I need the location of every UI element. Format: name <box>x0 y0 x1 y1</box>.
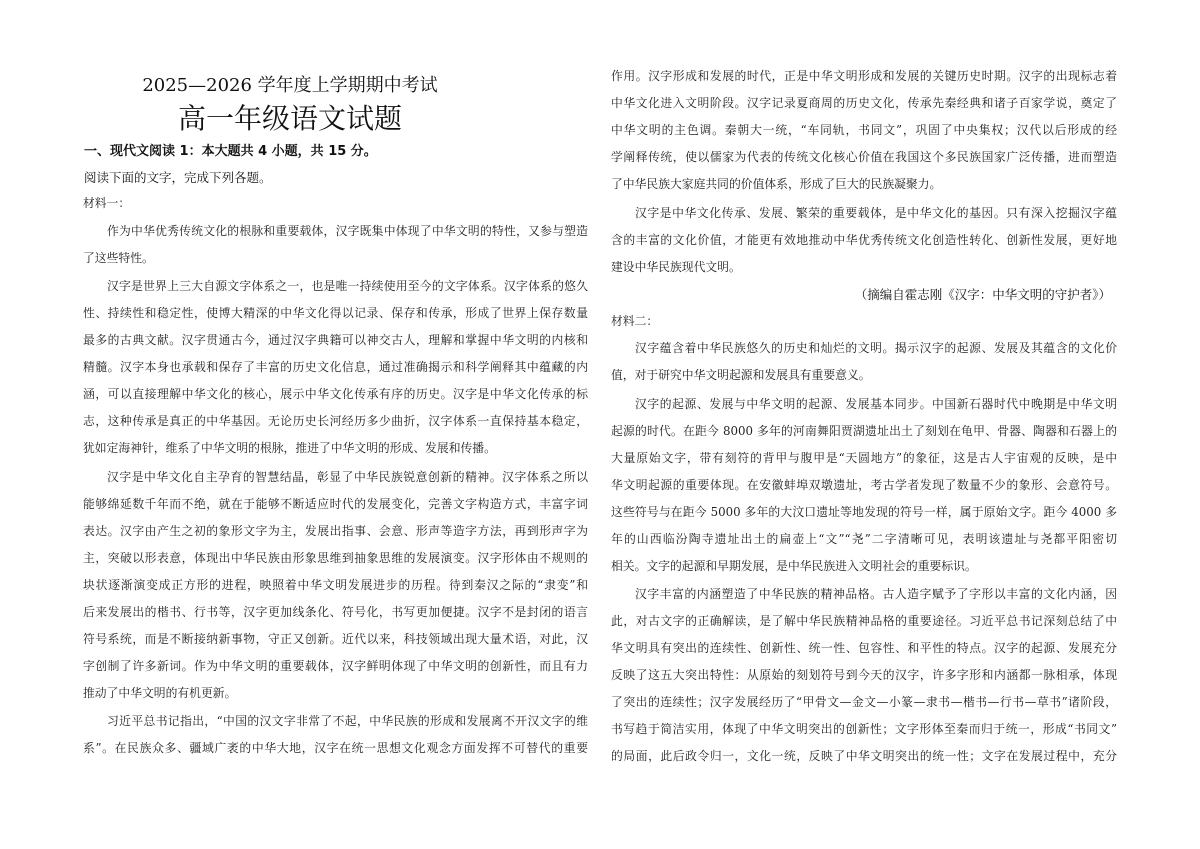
paragraph-line: 最多的古典文献。汉字贯通古今，通过汉字典籍可以神交古人，理解和掌握中华文明的内核和 <box>83 333 588 347</box>
paragraph-line: 华文明具有突出的连续性、创新性、统一性、包容性、和平性的特点。汉字的起源、发展充分 <box>611 641 1117 655</box>
paragraph-line: 中华文明的主色调。秦朝大一统，“车同轨，书同文”，巩固了中央集权；汉代以后形成的经 <box>611 123 1117 137</box>
paragraph-line: 年的山西临汾陶寺遗址出土的扁壶上“文”“尧”二字清晰可见，表明该遗址与尧都平阳密切 <box>611 531 1117 546</box>
right-text-column <box>611 63 1117 770</box>
paragraph-line: 含的丰富的文化价值，才能更有效地推动中华优秀传统文化创造性转化、创新性发展，更好地 <box>611 232 1117 247</box>
paragraph-line: 表达。汉字由产生之初的象形文字为主，发展出指事、会意、形声等造字方法，再到形声字为 <box>83 523 588 538</box>
paragraph-line: 块状逐渐演变成正方形的进程，映照着中华文明发展进步的历程。待到秦汉之际的“隶变”和 <box>83 577 588 592</box>
left-text-column <box>83 190 588 762</box>
paragraph-line: 后来发展出的楷书、行书等，汉字更加线条化、符号化，书写更加便捷。汉字不是封闭的语言 <box>83 604 588 619</box>
material-label: 材料一： <box>83 196 131 210</box>
source-citation: （摘编自霍志刚《汉字：中华文明的守护者》） <box>854 286 1111 302</box>
paragraph-line: 主，突破以形表意，体现出中华民族由形象思维到抽象思维的发展演变。汉字形体由不规则的 <box>83 550 588 565</box>
paragraph-line: 推动了中华文明的有机更新。 <box>83 685 237 700</box>
paragraph-line: 中华文化进入文明阶段。汉字记录夏商周的历史文化，传承先秦经典和诸子百家学说，奠定了 <box>611 96 1117 110</box>
paragraph <box>611 581 1117 770</box>
paragraph-line: 能够绵延数千年而不绝，就在于能够不断适应时代的发展变化，完善文字构造方式，丰富字词 <box>83 496 588 511</box>
paragraph-line: 汉字蕴含着中华民族悠久的历史和灿烂的文明。揭示汉字的起源、发展及其蕴含的文化价 <box>635 341 1117 355</box>
paragraph-line: 涵，可以直接理解中华文化的核心，展示中华文化传承有序的历史。汉字是中华文化传承的标 <box>83 387 588 401</box>
paragraph <box>83 708 588 762</box>
paragraph-line: 习近平总书记指出，“中国的汉文字非常了不起，中华民族的形成和发展离不开汉文字的维 <box>107 714 588 728</box>
paragraph-line: 犹如定海神针，维系了中华文明的根脉，推进了中华文明的形成、发展和传播。 <box>83 441 496 455</box>
paragraph <box>83 218 588 272</box>
paragraph-line: 起源的时代。在距今 8000 多年的河南舞阳贾湖遗址出土了刻划在龟甲、骨器、陶器和石器上的 <box>611 423 1117 438</box>
section-instruction: 阅读下面的文字，完成下列各题。 <box>84 170 272 185</box>
paragraph-line: 大量原始文字，带有刻符的背甲与腹甲是“天圆地方”的象征，这是古人宇宙观的反映，是中 <box>611 450 1117 465</box>
paragraph-line: 汉字的起源、发展与中华文明的起源、发展基本同步。中国新石器时代中晚期是中华文明 <box>635 396 1117 411</box>
paragraph-line: 字创制了许多新词。作为中华文明的重要载体，汉字鲜明体现了中华文明的创新性，而且有力 <box>83 658 588 673</box>
exam-term-title: 2025—2026 学年度上学期期中考试 <box>142 75 438 96</box>
paragraph <box>83 464 588 707</box>
paragraph-line: 性、持续性和稳定性，使博大精深的中华文化得以记录、保存和传承，形成了世界上保存数量 <box>83 306 588 320</box>
paragraph-line: 符号系统，而是不断接纳新事物，守正又创新。近代以来，科技领域出现大量术语，对此，汉 <box>83 631 588 646</box>
paragraph <box>611 335 1117 389</box>
paragraph-line: 系”。在民族众多、疆域广袤的中华大地，汉字在统一思想文化观念方面发挥不可替代的重要 <box>83 741 588 755</box>
paragraph-line: 志，这种传承是真正的中华基因。无论历史长河经历多少曲折，汉字体系一直保持基本稳定， <box>83 414 588 428</box>
paragraph-line: 汉字是中华文化自主孕育的智慧结晶，彰显了中华民族锐意创新的精神。汉字体系之所以 <box>107 469 588 484</box>
paragraph-line: 相关。文字的起源和早期发展，是中华民族进入文明社会的重要标识。 <box>611 558 977 573</box>
paragraph-line: 的局面，此后政令归一，文化一统，反映了中华文明突出的统一性；文字在发展过程中，充分 <box>611 749 1117 763</box>
paragraph-line: 此，对古文字的正确解读，是了解中华民族精神品格的重要途径。习近平总书记深刻总结了中 <box>611 614 1117 628</box>
paragraph <box>83 273 588 462</box>
paragraph-line: 汉字是世界上三大自源文字体系之一，也是唯一持续使用至今的文字体系。汉字体系的悠久 <box>107 279 588 293</box>
paragraph-line: 这些符号与在距今 5000 多年的大汶口遗址等地发现的符号一样，属于原始文字。距今 4000 多 <box>611 504 1117 519</box>
paragraph-line: 学阐释传统，使以儒家为代表的传统文化核心价值在我国这个多民族国家广泛传播，进而塑造 <box>611 150 1117 164</box>
paragraph-line: 了中华民族大家庭共同的价值体系，形成了巨大的民族凝聚力。 <box>611 177 942 191</box>
paragraph-line: 反映了这五大突出特性：从原始的刻划符号到今天的汉字，许多字形和内涵都一脉相承，体现 <box>611 668 1117 682</box>
paragraph-line: 了这些特性。 <box>83 250 154 265</box>
paragraph-line: 华文明起源的重要体现。在安徽蚌埠双墩遗址，考古学者发现了数量不少的象形、会意符号。 <box>611 477 1117 492</box>
paragraph <box>611 200 1117 281</box>
paragraph-line: 值，对于研究中华文明起源和发展具有重要意义。 <box>611 368 871 382</box>
section-heading: 一、现代文阅读 1：本大题共 4 小题，共 15 分。 <box>84 144 377 159</box>
paragraph-line: 汉字丰富的内涵塑造了中华民族的精神品格。古人造字赋予了字形以丰富的文化内涵，因 <box>635 587 1117 601</box>
paper-title: 高一年级语文试题 <box>177 102 402 135</box>
paragraph-line: 作用。汉字形成和发展的时代，正是中华文明形成和发展的关键历史时期。汉字的出现标志着 <box>611 69 1117 83</box>
paragraph-line: 精髓。汉字本身也承载和保存了丰富的历史文化信息，通过准确揭示和科学阐释其中蕴藏的内 <box>83 360 588 374</box>
paragraph-line: 了突出的连续性；汉字发展经历了“甲骨文—金文—小篆—隶书—楷书—行书—草书”诸阶段， <box>611 695 1117 709</box>
paragraph-line: 建设中华民族现代文明。 <box>611 259 741 274</box>
paragraph <box>611 391 1117 580</box>
material-label: 材料二： <box>611 313 659 328</box>
paragraph-line: 汉字是中华文化传承、发展、繁荣的重要载体，是中华文化的基因。只有深入挖掘汉字蕴 <box>635 205 1117 220</box>
paragraph-continued <box>611 63 1117 198</box>
paragraph-line: 书写趋于简洁实用，体现了中华文明突出的创新性；文字形体至秦而归于统一，形成“书同文” <box>611 722 1117 736</box>
paragraph-line: 作为中华优秀传统文化的根脉和重要载体，汉字既集中体现了中华文明的特性，又参与塑造 <box>107 223 588 238</box>
